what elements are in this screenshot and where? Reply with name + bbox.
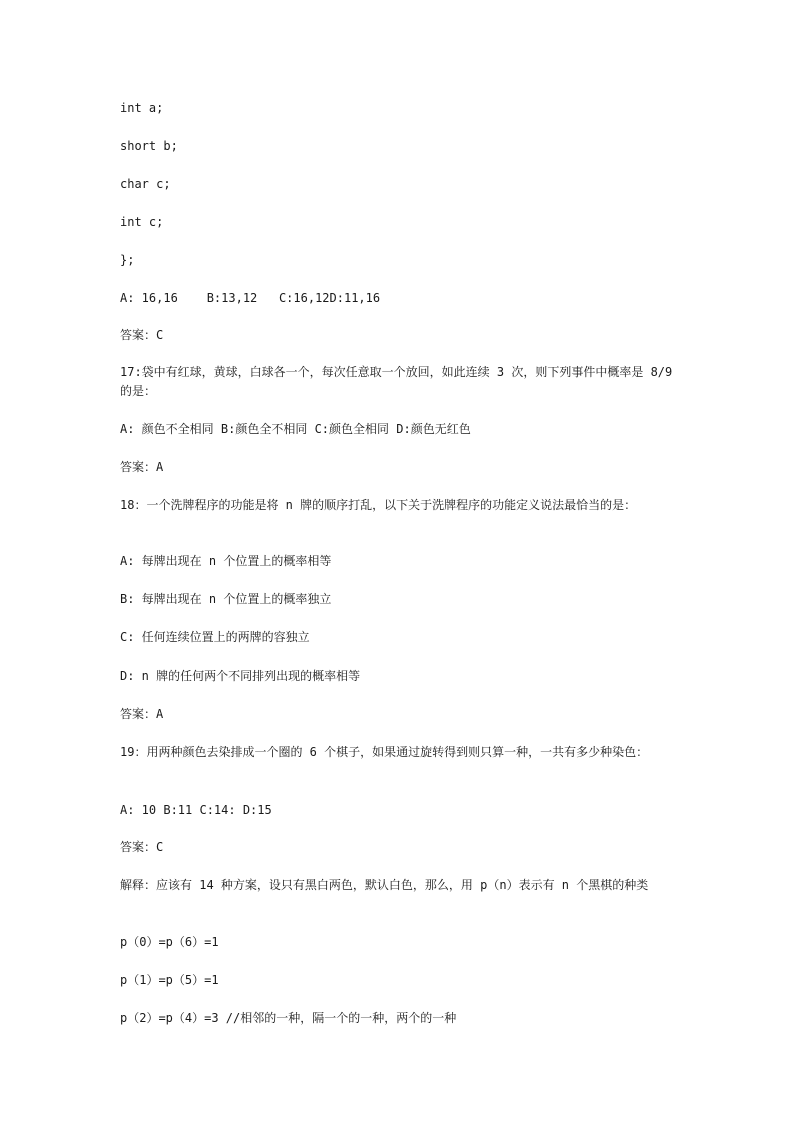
q17-answer: 答案：A <box>120 460 164 474</box>
q18-question: 18：一个洗牌程序的功能是将 n 牌的顺序打乱，以下关于洗牌程序的功能定义说法最恰当的是： <box>120 498 637 512</box>
code-line-int-a: int a; <box>120 101 164 115</box>
q19-equation-1: p（0）=p（6）=1 <box>120 935 219 949</box>
q17-question: 17:袋中有红球，黄球，白球各一个，每次任意取一个放回，如此连续 3 次，则下列事件中概率是 8/9 的是： <box>120 365 673 398</box>
q18-option-b: B: 每牌出现在 n 个位置上的概率独立 <box>120 592 332 606</box>
code-line-short-b: short b; <box>120 139 178 153</box>
q19-options: A: 10 B:11 C:14: D:15 <box>120 803 272 817</box>
q18-option-d: D: n 牌的任何两个不同排列出现的概率相等 <box>120 669 361 683</box>
code-line-closing-brace: }; <box>120 253 135 267</box>
q18-option-c: C: 任何连续位置上的两牌的容独立 <box>120 630 310 644</box>
q19-question: 19：用两种颜色去染排成一个圈的 6 个棋子，如果通过旋转得到则只算一种，一共有多少种染色： <box>120 745 649 759</box>
q16-answer: 答案：C <box>120 328 164 342</box>
code-line-int-c: int c; <box>120 215 164 229</box>
q19-explanation: 解释：应该有 14 种方案，设只有黑白两色，默认白色，那么，用 p（n）表示有 n 个黑棋的种类 <box>120 878 649 892</box>
q19-equation-3: p（2）=p（4）=3 //相邻的一种，隔一个的一种，两个的一种 <box>120 1011 457 1025</box>
q19-answer: 答案：C <box>120 840 164 854</box>
q18-option-a: A: 每牌出现在 n 个位置上的概率相等 <box>120 554 332 568</box>
q17-options: A: 颜色不全相同 B:颜色全不相同 C:颜色全相同 D:颜色无红色 <box>120 422 471 436</box>
q19-equation-2: p（1）=p（5）=1 <box>120 973 219 987</box>
code-line-char-c: char c; <box>120 177 171 191</box>
q18-answer: 答案：A <box>120 707 164 721</box>
q16-options: A: 16,16 B:13,12 C:16,12D:11,16 <box>120 291 381 305</box>
